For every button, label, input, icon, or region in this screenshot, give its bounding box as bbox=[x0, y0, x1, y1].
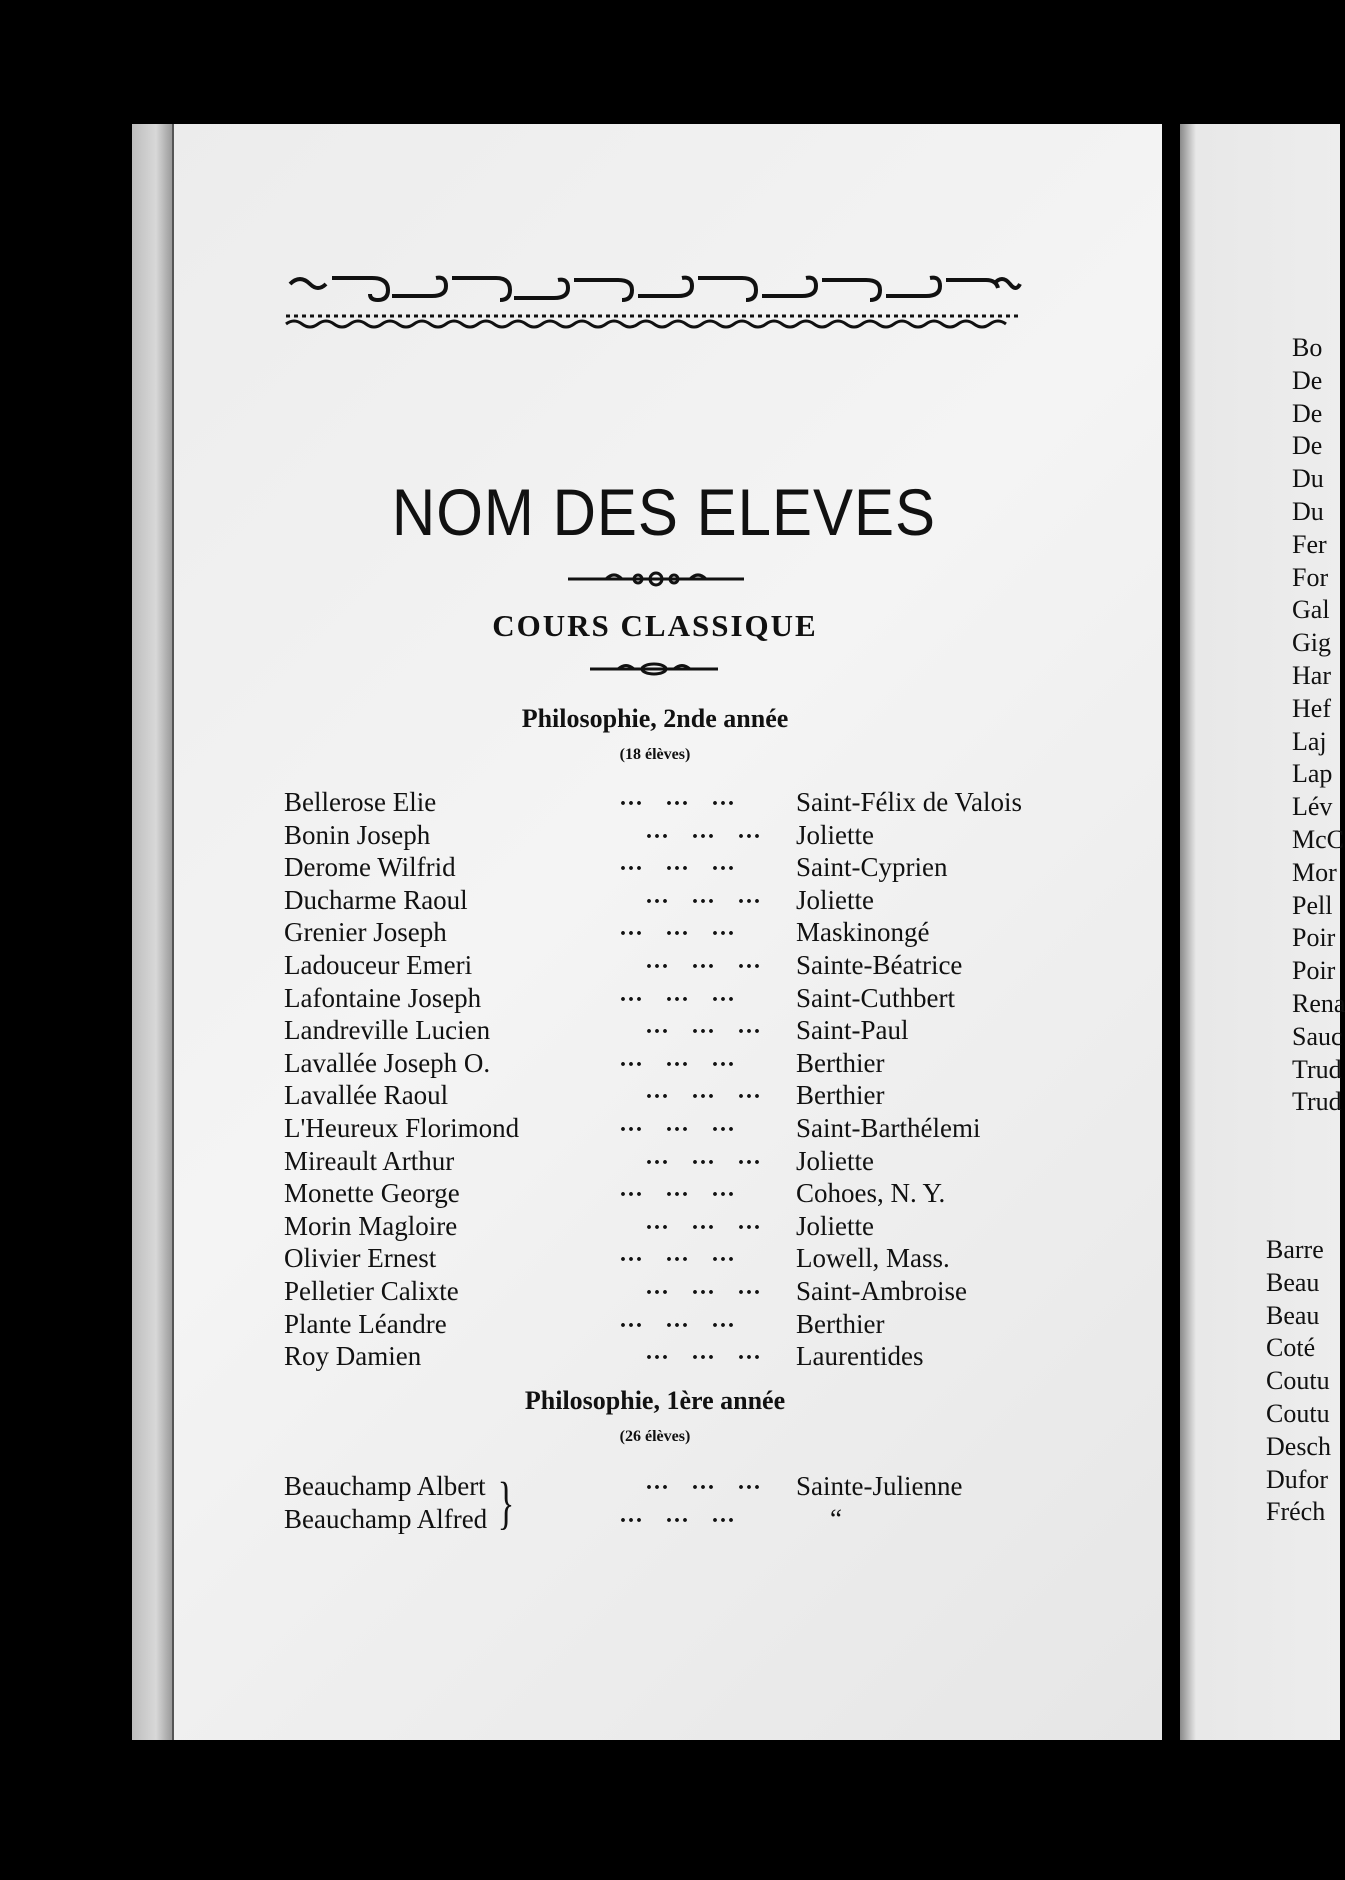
leader-dots: ... ... ... bbox=[620, 1176, 736, 1203]
leader-dots: ... ... ... bbox=[620, 1045, 736, 1072]
list-item: Du bbox=[1292, 496, 1324, 526]
student-place: Berthier bbox=[796, 1308, 885, 1339]
section-count: (18 élèves) bbox=[619, 746, 691, 763]
list-item: De bbox=[1292, 365, 1323, 395]
student-place: Saint-Barthélemi bbox=[796, 1112, 981, 1143]
list-item: McC bbox=[1292, 824, 1344, 854]
student-place: Sainte-Julienne bbox=[796, 1471, 963, 1501]
leader-dots: ... ... ... bbox=[646, 1013, 762, 1040]
list-item: Coutu bbox=[1266, 1366, 1330, 1396]
leader-dots: ... ... ... bbox=[620, 1241, 736, 1268]
list-item: Bo bbox=[1292, 333, 1323, 362]
student-name: Lafontaine Joseph bbox=[284, 982, 482, 1013]
student-name: Lavallée Joseph O. bbox=[284, 1047, 491, 1078]
leader-dots: ... ... ... bbox=[646, 1273, 762, 1300]
divider-ornament-icon bbox=[588, 660, 720, 678]
leader-dots: ... ... ... bbox=[620, 1501, 736, 1528]
student-place: Berthier bbox=[796, 1080, 885, 1111]
list-item: Fer bbox=[1292, 529, 1327, 559]
student-name: Ladouceur Emeri bbox=[284, 949, 473, 980]
section-heading: Philosophie, 2nde année bbox=[521, 704, 789, 733]
list-item bbox=[284, 1340, 1084, 1373]
student-place: Lowell, Mass. bbox=[796, 1243, 950, 1274]
student-place: Laurentides bbox=[796, 1341, 924, 1372]
student-name: Mireault Arthur bbox=[284, 1145, 455, 1176]
student-name: Lavallée Raoul bbox=[284, 1080, 449, 1111]
list-item: Hef bbox=[1292, 693, 1331, 723]
leader-dots: ... ... ... bbox=[620, 915, 736, 942]
leader-dots: ... ... ... bbox=[620, 785, 736, 811]
list-item: Gal bbox=[1292, 595, 1330, 625]
facing-page-list-bottom bbox=[1266, 1234, 1331, 1529]
leader-dots: ... ... ... bbox=[646, 1469, 762, 1495]
student-name: L'Heureux Florimond bbox=[284, 1112, 520, 1143]
list-item: Lap bbox=[1292, 759, 1333, 789]
student-place: Joliette bbox=[796, 884, 874, 915]
student-place: Joliette bbox=[796, 819, 874, 850]
student-place: Saint-Cuthbert bbox=[796, 982, 955, 1013]
leader-dots: ... ... ... bbox=[646, 882, 762, 909]
facing-page-list-top bbox=[1292, 332, 1345, 1119]
student-name: Monette George bbox=[284, 1178, 460, 1209]
student-name: Ducharme Raoul bbox=[284, 884, 468, 915]
leader-dots: ... ... ... bbox=[646, 1143, 762, 1170]
list-item: Beau bbox=[1266, 1300, 1320, 1330]
binding-strip bbox=[132, 124, 174, 1740]
student-place: Joliette bbox=[796, 1145, 874, 1176]
student-name: Beauchamp Albert bbox=[284, 1471, 486, 1501]
student-place: Saint-Paul bbox=[796, 1015, 909, 1046]
leader-dots: ... ... ... bbox=[620, 1110, 736, 1137]
student-name: Plante Léandre bbox=[284, 1308, 447, 1339]
leader-dots: ... ... ... bbox=[620, 850, 736, 877]
leader-dots: ... ... ... bbox=[646, 1208, 762, 1235]
student-place: “ bbox=[830, 1503, 842, 1534]
scroll-ornament-icon bbox=[282, 270, 1022, 330]
student-name: Roy Damien bbox=[284, 1341, 422, 1372]
list-item: Du bbox=[1292, 464, 1324, 494]
student-place: Saint-Cyprien bbox=[796, 852, 948, 883]
list-item: Coté bbox=[1266, 1333, 1316, 1363]
student-place: Maskinongé bbox=[796, 917, 930, 948]
student-place: Berthier bbox=[796, 1047, 885, 1078]
list-item: Pell bbox=[1292, 890, 1333, 920]
student-name: Olivier Ernest bbox=[284, 1243, 437, 1274]
student-name: Bonin Joseph bbox=[284, 819, 431, 850]
student-place: Sainte-Béatrice bbox=[796, 949, 963, 980]
list-item: Lév bbox=[1292, 792, 1333, 822]
list-item: Har bbox=[1292, 660, 1331, 690]
page-title: NOM DES ELEVES bbox=[391, 475, 937, 550]
list-item: Laj bbox=[1292, 726, 1327, 756]
leader-dots: ... ... ... bbox=[620, 980, 736, 1007]
page-subtitle: COURS CLASSIQUE bbox=[492, 608, 818, 643]
student-name: Derome Wilfrid bbox=[284, 852, 456, 883]
student-list bbox=[284, 786, 1084, 1373]
section-heading: Philosophie, 1ère année bbox=[524, 1386, 786, 1415]
list-item: Coutu bbox=[1266, 1398, 1330, 1428]
leader-dots: ... ... ... bbox=[646, 1078, 762, 1105]
list-item: For bbox=[1292, 562, 1329, 592]
list-item: De bbox=[1292, 398, 1323, 428]
list-item: De bbox=[1292, 431, 1323, 461]
student-place: Saint-Félix de Valois bbox=[796, 787, 1022, 817]
student-name: Landreville Lucien bbox=[284, 1015, 491, 1046]
list-item: Poir bbox=[1292, 956, 1336, 986]
student-place: Cohoes, N. Y. bbox=[796, 1178, 946, 1209]
student-name: Morin Magloire bbox=[284, 1210, 458, 1241]
student-name: Bellerose Elie bbox=[284, 787, 437, 817]
brace-icon: } bbox=[497, 1470, 515, 1535]
list-item: Rena bbox=[1292, 988, 1345, 1018]
section-count: (26 élèves) bbox=[619, 1428, 691, 1445]
list-item: Trud bbox=[1292, 1054, 1342, 1084]
list-item: Trud bbox=[1292, 1087, 1342, 1117]
leader-dots: ... ... ... bbox=[620, 1306, 736, 1333]
list-item: Beau bbox=[1266, 1267, 1320, 1297]
list-item: Desch bbox=[1266, 1431, 1331, 1461]
student-name: Pelletier Calixte bbox=[284, 1275, 459, 1306]
list-item: Fréch bbox=[1266, 1497, 1326, 1527]
list-item: Poir bbox=[1292, 923, 1336, 953]
student-name: Beauchamp Alfred bbox=[284, 1503, 488, 1534]
student-list bbox=[284, 1470, 1084, 1535]
list-item: Barre bbox=[1266, 1235, 1324, 1264]
student-place: Joliette bbox=[796, 1210, 874, 1241]
student-name: Grenier Joseph bbox=[284, 917, 447, 948]
leader-dots: ... ... ... bbox=[646, 817, 762, 844]
list-item: Gig bbox=[1292, 628, 1331, 658]
list-item: Mor bbox=[1292, 857, 1337, 887]
leader-dots: ... ... ... bbox=[646, 947, 762, 974]
list-item: Dufor bbox=[1266, 1464, 1329, 1494]
leader-dots: ... ... ... bbox=[646, 1339, 762, 1366]
list-item bbox=[284, 1503, 1084, 1536]
list-item: Sauc bbox=[1292, 1021, 1343, 1051]
divider-ornament-icon bbox=[566, 568, 746, 590]
student-place: Saint-Ambroise bbox=[796, 1275, 967, 1306]
